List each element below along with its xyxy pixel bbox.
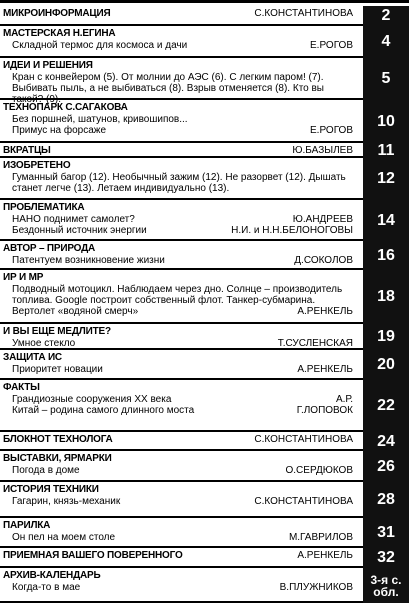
section-author: С.КОНСТАНТИНОВА — [254, 8, 353, 19]
section-author: С.КОНСТАНТИНОВА — [254, 434, 353, 445]
section-heading: ВКРАТЦЫ — [3, 145, 51, 156]
toc-section — [0, 548, 409, 568]
article-title: Умное стекло — [12, 338, 76, 349]
page-number-badge: 18 — [363, 270, 409, 324]
section-body — [12, 255, 353, 266]
toc-section — [0, 158, 409, 200]
article-author: О.СЕРДЮКОВ — [285, 465, 353, 476]
article-entry — [12, 582, 353, 593]
article-author: Д.СОКОЛОВ — [294, 255, 353, 266]
article-entry — [12, 255, 353, 266]
article-entry — [12, 338, 353, 349]
toc-section — [0, 518, 409, 548]
article-entry — [12, 214, 353, 225]
section-heading: И ВЫ ЕЩЕ МЕДЛИТЕ? — [3, 326, 111, 337]
article-author: Т.СУСЛЕНСКАЯ — [277, 338, 353, 349]
section-body — [12, 114, 353, 136]
section-heading: БЛОКНОТ ТЕХНОЛОГА — [3, 434, 113, 445]
page-number-badge: 28 — [363, 482, 409, 518]
article-entry — [12, 532, 353, 543]
section-summary: Гуманный багор (12). Необычный зажим (12). Не разорвет (12). Дышать станет легче (13). Летаем индивидуально (13). — [12, 172, 346, 194]
article-title: Китай – родина самого длинного моста — [12, 405, 195, 416]
section-body — [12, 214, 353, 236]
section-heading: ПРОБЛЕМАТИКА — [3, 202, 85, 213]
toc-section — [0, 324, 409, 350]
page-number-badge: 14 — [363, 200, 409, 241]
article-title: Погода в доме — [12, 465, 80, 476]
section-summary: Кран с конвейером (5). От молнии до АЭС (6). С легким паром! (7). Выбивать пыль, а не выбиваться (8). Взрыв отменяется (8). Кто вы такой? (9). — [12, 72, 324, 105]
toc-section — [0, 100, 409, 143]
page-number-badge: 4 — [363, 26, 409, 58]
article-author: В.ПЛУЖНИКОВ — [279, 582, 353, 593]
article-author: Е.РОГОВ — [310, 125, 353, 136]
section-body — [12, 172, 353, 194]
article-author: М.ГАВРИЛОВ — [288, 532, 353, 543]
section-heading: ВЫСТАВКИ, ЯРМАРКИ — [3, 453, 112, 464]
section-heading: АВТОР – ПРИРОДА — [3, 243, 96, 254]
article-author: А.Р. — [335, 394, 353, 405]
section-heading: ИСТОРИЯ ТЕХНИКИ — [3, 484, 99, 495]
page-number-badge: 5 — [363, 58, 409, 100]
section-heading: АРХИВ-КАЛЕНДАРЬ — [3, 570, 101, 581]
section-heading: ЗАЩИТА ИС — [3, 352, 62, 363]
toc-section — [0, 241, 409, 270]
toc-section — [0, 432, 409, 451]
section-author: Ю.БАЗЫЛЕВ — [292, 145, 353, 156]
article-title: НАНО поднимет самолет? — [12, 214, 135, 225]
page-number-badge: 11 — [363, 143, 409, 158]
article-entry — [12, 496, 353, 507]
section-heading: ПРИЕМНАЯ ВАШЕГО ПОВЕРЕННОГО — [3, 550, 183, 561]
page-number-badge: 3-я с. обл. — [363, 568, 409, 603]
section-body — [12, 284, 353, 317]
article-title: Он пел на моем столе — [12, 532, 116, 543]
section-heading: ИЗОБРЕТЕНО — [3, 160, 71, 171]
toc-section — [0, 350, 409, 380]
article-title: Гагарин, князь-механик — [12, 496, 121, 507]
section-summary: Подводный мотоцикл. Наблюдаем через дно. Солнце – производитель топлива. Google построит собственный флот. Танкер-субмарина. Вертолет «водяной смерч» — [12, 284, 343, 317]
section-heading: МАСТЕРСКАЯ Н.ЕГИНА — [3, 28, 116, 39]
section-heading: ИР И МР — [3, 272, 44, 283]
section-heading: ИДЕИ И РЕШЕНИЯ — [3, 60, 93, 71]
article-entry — [12, 405, 353, 416]
section-body — [12, 582, 353, 593]
section-body — [12, 465, 353, 476]
article-author: Е.РОГОВ — [310, 40, 353, 51]
article-author: А.РЕНКЕЛЬ — [297, 364, 353, 375]
section-body — [12, 496, 353, 507]
section-body — [12, 40, 353, 51]
article-entry — [12, 40, 353, 51]
toc-section — [0, 143, 409, 158]
toc-section — [0, 200, 409, 241]
page-number-badge: 32 — [363, 548, 409, 568]
article-title: Приоритет новации — [12, 364, 103, 375]
article-entry — [12, 125, 353, 136]
article-author: С.КОНСТАНТИНОВА — [254, 496, 353, 507]
article-title: Бездонный источник энергии — [12, 225, 147, 236]
article-author: Г.ЛОПОВОК — [296, 405, 353, 416]
page-number-badge: 12 — [363, 158, 409, 200]
toc-section — [0, 451, 409, 482]
article-title: Грандиозные сооружения XX века — [12, 394, 172, 405]
article-title: Примус на форсаже — [12, 125, 107, 136]
paragraph-author-line — [12, 306, 353, 317]
page-number-badge: 26 — [363, 451, 409, 482]
article-title: Когда-то в мае — [12, 582, 81, 593]
section-body — [12, 338, 353, 349]
article-entry — [12, 225, 353, 236]
article-entry — [12, 394, 353, 405]
page-number-badge: 24 — [363, 432, 409, 451]
toc-section — [0, 6, 409, 26]
article-title: Складной термос для космоса и дачи — [12, 40, 188, 51]
article-title: Патентуем возникновение жизни — [12, 255, 165, 266]
article-author: Н.И. и Н.Н.БЕЛОНОГОВЫ — [231, 225, 353, 236]
article-entry — [12, 114, 353, 125]
page-number-badge: 10 — [363, 100, 409, 143]
toc-section — [0, 568, 409, 603]
page-number-badge: 2 — [363, 6, 409, 26]
section-heading: МИКРОИНФОРМАЦИЯ — [3, 8, 111, 19]
page-number-badge: 22 — [363, 380, 409, 432]
toc-section — [0, 270, 409, 324]
toc-section — [0, 26, 409, 58]
toc-section — [0, 482, 409, 518]
section-author: А.РЕНКЕЛЬ — [297, 550, 353, 561]
article-title: Без поршней, шатунов, кривошипов... — [12, 114, 188, 125]
page-number-badge: 19 — [363, 324, 409, 350]
article-entry — [12, 465, 353, 476]
section-body — [12, 532, 353, 543]
section-heading: ПАРИЛКА — [3, 520, 51, 531]
section-body — [12, 364, 353, 375]
toc-section — [0, 380, 409, 432]
page-number-badge: 20 — [363, 350, 409, 380]
section-heading: ТЕХНОПАРК С.САГАКОВА — [3, 102, 128, 113]
article-author: Ю.АНДРЕЕВ — [292, 214, 353, 225]
section-body — [12, 394, 353, 416]
toc-section — [0, 58, 409, 105]
page-number-badge: 16 — [363, 241, 409, 270]
section-heading: ФАКТЫ — [3, 382, 40, 393]
page-number-badge: 31 — [363, 518, 409, 548]
article-author: А.РЕНКЕЛЬ — [297, 306, 353, 317]
article-entry — [12, 364, 353, 375]
